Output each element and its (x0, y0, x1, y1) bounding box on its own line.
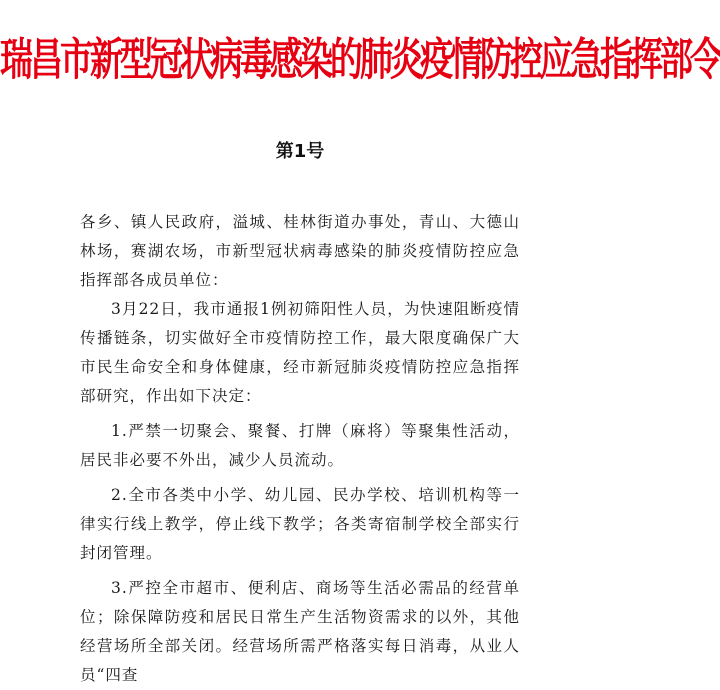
item-2-paragraph: 2.全市各类中小学、幼儿园、民办学校、培训机构等一律实行线上教学，停止线下教学；各类寄宿制学校全部实行封闭管理。 (80, 486, 520, 562)
item-1-paragraph: 1.严禁一切聚会、聚餐、打牌（麻将）等聚集性活动，居民非必要不外出，减少人员流动。 (80, 422, 520, 469)
document-body (80, 208, 520, 690)
addressee-paragraph: 各乡、镇人民政府，溢城、桂林街道办事处，青山、大德山林场，赛湖农场，市新型冠状病毒感染的肺炎疫情防控应急指挥部各成员单位： (80, 213, 520, 289)
document-title: 瑞昌市新型冠状病毒感染的肺炎疫情防控应急指挥部令 (0, 32, 720, 86)
document-number: 第1号 (275, 141, 325, 162)
item-3-paragraph: 3.严控全市超市、便利店、商场等生活必需品的经营单位；除保障防疫和居民日常生产生活物资需求的以外，其他经营场所全部关闭。经营场所需严格落实每日消毒，从业人员“四查 (80, 579, 520, 684)
intro-paragraph: 3月22日，我市通报1例初筛阳性人员，为快速阻断疫情传播链条，切实做好全市疫情防控工作，最大限度确保广大市民生命安全和身体健康，经市新冠肺炎疫情防控应急指挥部研究，作出如下决定： (80, 300, 520, 405)
